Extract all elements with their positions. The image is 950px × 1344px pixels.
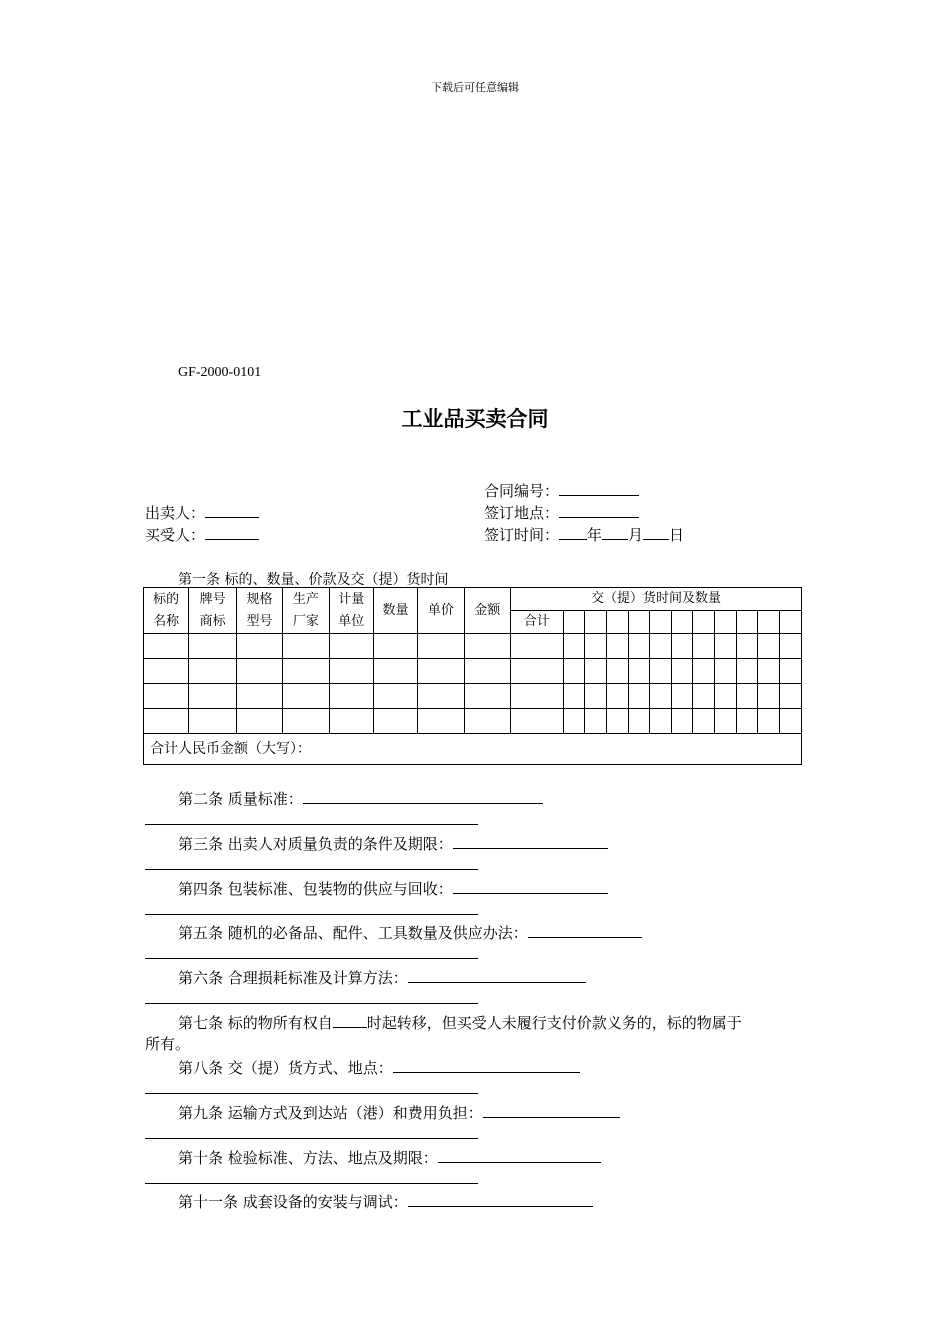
contract-no-row — [484, 480, 639, 501]
article-7 — [178, 1012, 742, 1033]
table-cell[interactable] — [373, 659, 417, 684]
article-2-label: 第二条 质量标准： — [178, 790, 303, 808]
table-cell[interactable] — [736, 709, 758, 734]
column-header-text: 单位 — [338, 613, 365, 629]
article-5-label: 第五条 随机的必备品、配件、工具数量及供应办法： — [178, 924, 528, 942]
article-2-field[interactable] — [303, 789, 543, 804]
table-cell[interactable] — [585, 634, 607, 659]
article-11 — [178, 1191, 593, 1212]
buyer-field[interactable] — [205, 525, 259, 540]
header-note: 下载后可任意编辑 — [431, 81, 519, 94]
column-header-text: 生产 — [292, 591, 319, 607]
table-cell[interactable] — [563, 684, 585, 709]
article-7-line2: 所有。 — [145, 1035, 191, 1053]
article-2-continuation-line[interactable] — [145, 824, 478, 825]
table-row — [144, 659, 802, 684]
delivery-subcolumn — [585, 611, 607, 634]
table-cell[interactable] — [418, 659, 464, 684]
article-6-continuation-line[interactable] — [145, 1003, 478, 1004]
column-header-text: 牌号 — [199, 591, 226, 607]
table-cell[interactable] — [671, 659, 693, 684]
month-label: 月 — [628, 526, 644, 544]
page-title: 工业品买卖合同 — [401, 407, 549, 431]
buyer-row — [145, 524, 259, 545]
sign-place-row — [484, 502, 639, 523]
table-cell[interactable] — [585, 659, 607, 684]
article-6-field[interactable] — [408, 968, 586, 983]
table-cell[interactable] — [144, 684, 189, 709]
table-cell[interactable] — [715, 659, 737, 684]
table-cell[interactable] — [511, 634, 564, 659]
table-cell[interactable] — [671, 634, 693, 659]
article-3 — [178, 833, 608, 854]
column-header-text: 金额 — [474, 602, 501, 618]
table-cell[interactable] — [283, 659, 329, 684]
article-11-field[interactable] — [408, 1192, 593, 1207]
table-cell[interactable] — [650, 684, 672, 709]
table-cell[interactable] — [236, 659, 282, 684]
table-cell[interactable] — [236, 684, 282, 709]
article-4-label: 第四条 包装标准、包装物的供应与回收： — [178, 880, 453, 898]
sign-time-label: 签订时间： — [484, 526, 560, 544]
table-cell[interactable] — [628, 684, 650, 709]
article-5 — [178, 922, 642, 943]
article-11-label: 第十一条 成套设备的安装与调试： — [178, 1193, 408, 1211]
table-cell[interactable] — [650, 634, 672, 659]
table-header-row — [144, 588, 802, 611]
goods-table — [143, 587, 802, 765]
table-cell[interactable] — [671, 684, 693, 709]
table-cell[interactable] — [779, 684, 801, 709]
delivery-subcolumn — [758, 611, 780, 634]
contract-no-label: 合同编号： — [484, 482, 560, 500]
article-4-field[interactable] — [453, 879, 608, 894]
table-cell[interactable] — [329, 709, 373, 734]
table-cell[interactable] — [606, 634, 628, 659]
table-cell[interactable] — [189, 659, 236, 684]
column-header — [283, 588, 329, 634]
table-cell[interactable] — [585, 709, 607, 734]
table-cell[interactable] — [779, 709, 801, 734]
column-header — [189, 588, 236, 634]
table-cell[interactable] — [758, 659, 780, 684]
table-cell[interactable] — [628, 634, 650, 659]
year-label: 年 — [587, 526, 603, 544]
table-cell[interactable] — [671, 709, 693, 734]
article-5-field[interactable] — [528, 923, 642, 938]
column-header-text: 规格 — [246, 591, 273, 607]
table-cell[interactable] — [144, 634, 189, 659]
column-header — [144, 588, 189, 634]
seller-label: 出卖人： — [145, 504, 206, 522]
table-cell[interactable] — [715, 709, 737, 734]
article-7-prefix: 第七条 标的物所有权自 — [178, 1014, 333, 1032]
table-cell[interactable] — [693, 684, 715, 709]
table-cell[interactable] — [693, 709, 715, 734]
table-cell[interactable] — [236, 709, 282, 734]
sign-place-label: 签订地点： — [484, 504, 560, 522]
table-cell[interactable] — [606, 659, 628, 684]
article-4-continuation-line[interactable] — [145, 914, 478, 915]
year-field[interactable] — [559, 525, 587, 540]
delivery-subcolumn — [779, 611, 801, 634]
table-cell[interactable] — [693, 659, 715, 684]
article-10-continuation-line[interactable] — [145, 1183, 478, 1184]
column-header-text: 单价 — [427, 602, 454, 618]
table-cell[interactable] — [418, 684, 464, 709]
column-header — [236, 588, 282, 634]
column-header-text: 厂家 — [292, 613, 319, 629]
article-8-label: 第八条 交（提）货方式、地点： — [178, 1059, 393, 1077]
table-cell[interactable] — [511, 709, 564, 734]
delivery-header: 交（提）货时间及数量 — [511, 588, 802, 611]
article-8-field[interactable] — [393, 1058, 580, 1073]
table-cell[interactable] — [283, 634, 329, 659]
total-row — [144, 734, 802, 765]
article-4 — [178, 878, 608, 899]
table-row — [144, 709, 802, 734]
delivery-subcolumn — [650, 611, 672, 634]
table-cell[interactable] — [736, 659, 758, 684]
table-cell[interactable] — [329, 659, 373, 684]
article-1-heading: 第一条 标的、数量、价款及交（提）货时间 — [178, 572, 449, 588]
delivery-subcolumn — [606, 611, 628, 634]
table-cell[interactable] — [715, 684, 737, 709]
table-cell[interactable] — [693, 634, 715, 659]
delivery-subcolumn — [563, 611, 585, 634]
column-header-text: 型号 — [246, 613, 273, 629]
document-code: GF-2000-0101 — [178, 365, 262, 380]
article-10-label: 第十条 检验标准、方法、地点及期限： — [178, 1149, 438, 1167]
table-cell[interactable] — [563, 659, 585, 684]
table-cell[interactable] — [189, 684, 236, 709]
seller-row — [145, 502, 259, 523]
table-cell[interactable] — [585, 684, 607, 709]
table-cell[interactable] — [464, 634, 510, 659]
table-cell[interactable] — [329, 634, 373, 659]
article-3-field[interactable] — [453, 834, 608, 849]
table-cell[interactable] — [563, 634, 585, 659]
table-cell[interactable] — [758, 684, 780, 709]
table-cell[interactable] — [464, 684, 510, 709]
table-cell[interactable] — [511, 684, 564, 709]
article-3-continuation-line[interactable] — [145, 869, 478, 870]
article-5-continuation-line[interactable] — [145, 958, 478, 959]
column-header-text: 计量 — [338, 591, 365, 607]
article-3-label: 第三条 出卖人对质量负责的条件及期限： — [178, 835, 453, 853]
column-header-text: 数量 — [382, 602, 409, 618]
table-cell[interactable] — [464, 659, 510, 684]
delivery-subcolumn — [715, 611, 737, 634]
article-10-field[interactable] — [438, 1148, 601, 1163]
table-row — [144, 684, 802, 709]
table-cell[interactable] — [373, 634, 417, 659]
subtotal-header: 合计 — [511, 611, 564, 634]
table-cell[interactable] — [144, 659, 189, 684]
table-cell[interactable] — [758, 709, 780, 734]
table-row — [144, 634, 802, 659]
seller-field[interactable] — [205, 503, 259, 518]
delivery-subcolumn — [736, 611, 758, 634]
table-cell[interactable] — [236, 634, 282, 659]
table-cell[interactable] — [715, 634, 737, 659]
table-cell[interactable] — [464, 709, 510, 734]
article-9-label: 第九条 运输方式及到达站（港）和费用负担： — [178, 1104, 483, 1122]
table-cell[interactable] — [283, 709, 329, 734]
table-cell[interactable] — [189, 634, 236, 659]
table-cell[interactable] — [418, 634, 464, 659]
month-field[interactable] — [602, 525, 628, 540]
table-cell[interactable] — [650, 709, 672, 734]
article-7-suffix: 时起转移，但买受人未履行支付价款义务的，标的物属于 — [366, 1014, 742, 1032]
table-cell[interactable] — [144, 709, 189, 734]
table-cell[interactable] — [736, 634, 758, 659]
table-cell[interactable] — [563, 709, 585, 734]
article-6 — [178, 967, 586, 988]
day-field[interactable] — [643, 525, 669, 540]
delivery-subcolumn — [628, 611, 650, 634]
column-header — [418, 588, 464, 634]
column-header-text: 标的 — [153, 591, 180, 607]
article-9-field[interactable] — [483, 1103, 620, 1118]
table-cell[interactable] — [329, 684, 373, 709]
table-cell[interactable] — [373, 684, 417, 709]
table-cell[interactable] — [758, 634, 780, 659]
article-9 — [178, 1102, 620, 1123]
day-label: 日 — [669, 526, 685, 544]
column-header — [464, 588, 510, 634]
article-8 — [178, 1057, 580, 1078]
sign-place-field[interactable] — [559, 503, 639, 518]
article-7-field[interactable] — [333, 1013, 367, 1028]
total-amount-label[interactable]: 合计人民币金额（大写）： — [144, 734, 802, 765]
table-cell[interactable] — [650, 659, 672, 684]
column-header — [329, 588, 373, 634]
table-cell[interactable] — [418, 709, 464, 734]
article-8-continuation-line[interactable] — [145, 1093, 478, 1094]
column-header-text: 商标 — [199, 613, 226, 629]
buyer-label: 买受人： — [145, 526, 206, 544]
contract-no-field[interactable] — [559, 481, 639, 496]
table-cell[interactable] — [779, 634, 801, 659]
table-cell[interactable] — [606, 684, 628, 709]
table-cell[interactable] — [511, 659, 564, 684]
table-cell[interactable] — [189, 709, 236, 734]
article-2 — [178, 788, 543, 809]
column-header — [373, 588, 417, 634]
table-cell[interactable] — [373, 709, 417, 734]
delivery-subcolumn — [671, 611, 693, 634]
delivery-subcolumn — [693, 611, 715, 634]
table-cell[interactable] — [606, 709, 628, 734]
table-cell[interactable] — [628, 709, 650, 734]
table-cell[interactable] — [736, 684, 758, 709]
column-header-text: 名称 — [153, 613, 180, 629]
article-9-continuation-line[interactable] — [145, 1138, 478, 1139]
article-10 — [178, 1147, 601, 1168]
table-cell[interactable] — [628, 659, 650, 684]
sign-time-row — [484, 524, 684, 545]
article-6-label: 第六条 合理损耗标准及计算方法： — [178, 969, 408, 987]
table-cell[interactable] — [283, 684, 329, 709]
table-cell[interactable] — [779, 659, 801, 684]
